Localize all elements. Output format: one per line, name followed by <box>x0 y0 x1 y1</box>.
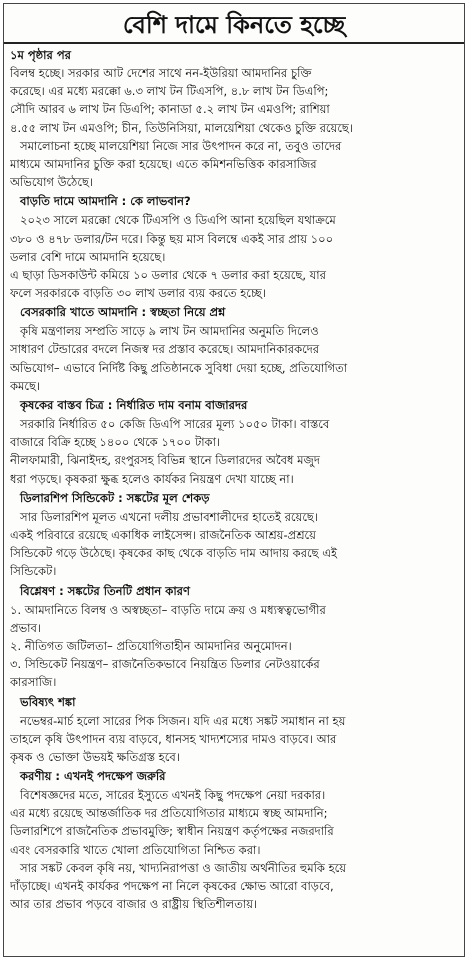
text-line: মাধ্যমে আমদানির চুক্তি করা হয়েছে। এতে কমিশনভিত্তিক কারসাজির <box>10 156 317 171</box>
text-line: সরকারি নির্ধারিত ৫০ কেজি ডিএপি সারের মূল্য ১০৫০ টাকা। বাস্তবে <box>20 417 330 431</box>
analysis-list <box>10 601 458 692</box>
text-line: অভিযোগ– এভাবে নির্দিষ্ট কিছু প্রতিষ্ঠানকে সুবিধা দেয়া হচ্ছে, প্রতিযোগিতা <box>10 360 348 375</box>
text-line: ধরা পড়ছে। কৃষকরা ক্ষুব্ধ হলেও কার্যকর নিয়ন্ত্রণ দেখা যাচ্ছে না। <box>10 471 294 486</box>
list-item: ৩. সিন্ডিকেট নিয়ন্ত্রণ– রাজনৈতিকভাবে নিয়ন্ত্রিত ডিলার নেটওয়ার্কের <box>10 657 320 672</box>
section-private-import-body <box>10 322 458 395</box>
text-line: সাধারণ টেন্ডারের বদলে নিজস্ব দর প্রস্তাব করেছে। আমদানিকারকদের <box>10 342 320 357</box>
section-heading-analysis: বিশ্লেষণ : সঙ্কটের তিনটি প্রধান কারণ <box>20 583 190 598</box>
text-line: সার ডিলারশিপ মূলত এখনো দলীয় প্রভাবশালীদের হাতেই রয়েছে। <box>20 509 319 524</box>
text-line: সার সঙ্কট কেবল কৃষি নয়, খাদ্যনিরাপত্তা ও জাতীয় অর্থনীতির হুমকি হয়ে <box>20 860 347 875</box>
text-line: সিন্ডিকেট গড়ে উঠেছে। কৃষকের কাছ থেকে বাড়তি দাম আদায় করছে এই <box>10 546 338 561</box>
section-heading-action: করণীয় : এখনই পদক্ষেপ জরুরি <box>20 769 166 784</box>
text-line: বাজারে বিক্রি হচ্ছে ১৪০০ থেকে ১৭০০ টাকা। <box>10 435 221 450</box>
text-line: সৌদি আরব ৬ লাখ টন ডিএপি; কানাডা ৫.২ লাখ টন এমওপি; রাশিয়া <box>10 102 330 117</box>
continuation-marker: ১ম পৃষ্ঠার পর <box>10 48 71 62</box>
text-line: দাঁড়াচ্ছে। এখনই কার্যকর পদক্ষেপ না নিলে কৃষকের ক্ষোভ আরো বাড়বে, <box>10 879 334 894</box>
section-dealer-syndicate-body <box>10 508 458 581</box>
text-line: ২০২৩ সালে মরক্কো থেকে টিএসপি ও ডিএপি আনা হয়েছিল যথাক্রমে <box>20 213 336 228</box>
text-line: কৃষি মন্ত্রণালয় সম্প্রতি সাড়ে ৯ লাখ টন আমদানির অনুমতি দিলেও <box>20 324 319 339</box>
section-import-cost-body <box>10 211 458 302</box>
section-heading-dealer-syndicate: ডিলারশিপ সিন্ডিকেট : সঙ্কটের মূল শেকড় <box>20 490 210 505</box>
newspaper-clipping <box>3 3 465 957</box>
text-line: এবং বেসরকারি খাতে খোলা প্রতিযোগিতা নিশ্চিত করা। <box>10 842 261 857</box>
list-item-continuation: প্রভাব। <box>10 620 42 635</box>
text-line: অভিযোগ উঠেছে। <box>10 175 94 190</box>
text-line: এর মধ্যে রয়েছে আন্তর্জাতিক দর প্রতিযোগিতার মাধ্যমে স্বচ্ছ আমদানি; <box>10 806 328 821</box>
section-future-risk-body <box>10 712 458 767</box>
text-line: বিশেষজ্ঞদের মতে, সারের ইস্যুতে এখনই কিছু পদক্ষেপ নেয়া দরকার। <box>20 788 326 803</box>
text-line: সিন্ডিকেট। <box>10 564 57 579</box>
text-line: আর তার প্রভাব পড়বে বাজার ও রাষ্ট্রীয় স্থিতিশীলতায়। <box>10 897 258 912</box>
list-item-continuation: কারসাজি। <box>10 675 57 690</box>
text-line: ফলে সরকারকে বাড়তি ৩০ লাখ ডলার ব্যয় করতে হচ্ছে। <box>10 286 266 301</box>
text-line: একই পরিবারে রয়েছে একাধিক লাইসেন্স। রাজনৈতিক আশ্রয়-প্রশ্রয়ে <box>10 527 316 542</box>
section-heading-private-import: বেসরকারি খাতে আমদানি : স্বচ্ছতা নিয়ে প্রশ্ন <box>20 305 226 320</box>
text-line: ৩৮০ ও ৪৭৮ ডলার/টন দরে। কিন্তু ছয় মাস বিলম্বে একই সার প্রায় ১০০ <box>10 231 334 246</box>
list-item: ২. নীতিগত জটিলতা– প্রতিযোগিতাহীন আমদানির অনুমোদন। <box>10 638 292 653</box>
text-line: করেছে। এর মধ্যে মরক্কো ৬.৩ লাখ টন টিএসপি, ৪.৮ লাখ টন ডিএপি; <box>10 84 329 99</box>
text-line: এ ছাড়া ডিসকাউন্ট কমিয়ে ১০ ডলার থেকে ৭ ডলার করা হয়েছে, যার <box>10 267 326 282</box>
text-line: নীলফামারী, ঝিনাইদহ, রংপুরসহ বিভিন্ন স্থানে ডিলারদের অবৈধ মজুদ <box>10 453 320 468</box>
text-line: কৃষক ও ভোক্তা উভয়ই ক্ষতিগ্রস্ত হবে। <box>10 749 180 764</box>
section-farmer-reality-body <box>10 415 458 488</box>
section-action-body <box>10 786 458 913</box>
text-line: কমছে। <box>10 378 41 393</box>
intro-paragraph <box>10 64 458 191</box>
text-line: তাহলে কৃষি উৎপাদন ব্যয় বাড়বে, ধানসহ খাদ্যশস্যের দামও বাড়বে। আর <box>10 731 337 746</box>
list-item: ১. আমদানিতে বিলম্ব ও অস্বচ্ছতা– বাড়তি দামে ক্রয় ও মধ্যস্বত্বভোগীর <box>10 602 326 617</box>
section-heading-future-risk: ভবিষ্যৎ শঙ্কা <box>20 694 76 709</box>
text-line: সমালোচনা হচ্ছে মালয়েশিয়া নিজে সার উৎপাদন করে না, তবুও তাদের <box>20 138 342 153</box>
text-line: নভেম্বর-মার্চ হলো সারের পিক সিজন। যদি এর মধ্যে সঙ্কট সমাধান না হয় <box>20 713 346 728</box>
section-heading-import-cost: বাড়তি দামে আমদানি : কে লাভবান? <box>20 194 191 209</box>
headline: বেশি দামে কিনতে হচ্ছে <box>4 8 464 44</box>
text-line: ৪.৫৫ লাখ টন এমওপি; চীন, তিউনিসিয়া, মালয়েশিয়া থেকেও চুক্তি রয়েছে। <box>10 120 354 135</box>
text-line: বিলম্ব হচ্ছে। সরকার আট দেশের সাথে নন-ইউরিয়া আমদানির চুক্তি <box>10 66 312 80</box>
section-heading-farmer-reality: কৃষকের বাস্তব চিত্র : নির্ধারিত দাম বনাম বাজারদর <box>20 398 248 412</box>
text-line: ডলার বেশি দামে আমদানি হয়েছে। <box>10 249 166 264</box>
text-line: ডিলারশিপে রাজনৈতিক প্রভাবমুক্তি; স্বাধীন নিয়ন্ত্রণ কর্তৃপক্ষের নজরদারি <box>10 824 334 839</box>
